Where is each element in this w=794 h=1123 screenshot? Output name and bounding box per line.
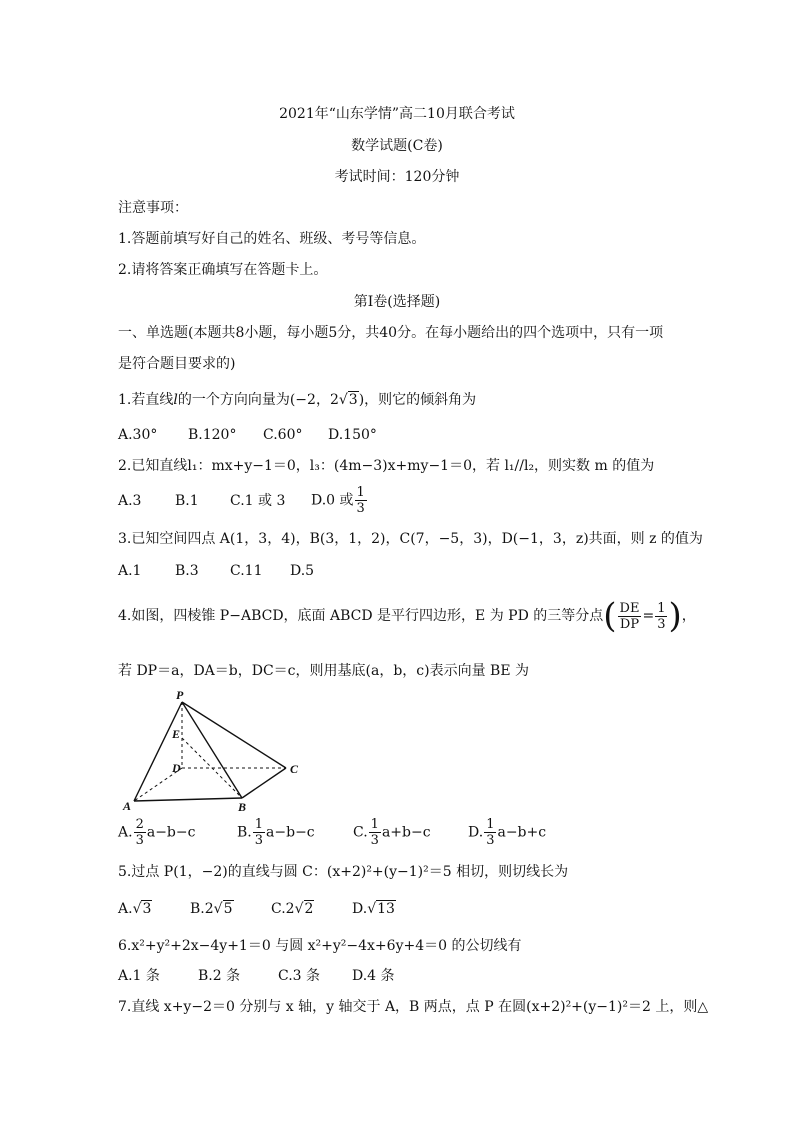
option-root: 3 <box>142 901 152 917</box>
option-fraction <box>253 817 265 848</box>
question-3: 3.已知空间四点 A(1，3，4)，B(3，1，2)，C(7，−5，3)，D(−1，3，z)共面，则 z 的值为 <box>118 531 703 547</box>
q1-option-d: D.150° <box>328 427 377 443</box>
note-2: 2.请将答案正确填写在答题卡上。 <box>118 262 328 278</box>
q2-option-d-fraction <box>355 485 367 516</box>
q4-tail: ， <box>681 608 696 624</box>
edge-pc <box>182 702 286 768</box>
label-c: C <box>290 762 299 776</box>
option-label: A. <box>118 901 133 917</box>
q3-option-d: D.5 <box>290 563 315 579</box>
option-root: 5 <box>223 901 233 917</box>
edge-ab <box>134 798 242 801</box>
fraction-denominator: 3 <box>135 833 144 848</box>
label-a: A <box>123 799 132 813</box>
q5-option-d: D.√13 <box>352 901 395 917</box>
q4-option-a <box>118 817 195 848</box>
option-coefficient: 2 <box>285 901 295 917</box>
option-expression: a−b−c <box>266 824 315 841</box>
q1-option-c: C.60° <box>263 427 303 443</box>
option-root: 13 <box>377 901 395 917</box>
option-root: 2 <box>304 901 314 917</box>
option-label: D. <box>468 824 484 841</box>
q4-fraction-one-third <box>655 601 667 632</box>
q5-option-a: A.√3 <box>118 901 152 917</box>
q1-option-b: B.120° <box>188 427 237 443</box>
q1-text-b: 的一个方向向量为(−2，2 <box>177 392 339 408</box>
option-label: D. <box>352 901 368 917</box>
q2-option-c: C.1 或 3 <box>230 493 286 509</box>
option-label: C. <box>353 824 368 841</box>
fraction-denominator: 3 <box>356 501 365 516</box>
label-b: B <box>238 800 247 813</box>
q4-line-2: 若 DP＝a，DA＝b，DC＝c，则用基底(a，b，c)表示向量 BE 为 <box>118 663 529 679</box>
q6-option-b: B.2 条 <box>198 968 241 984</box>
option-coefficient: 2 <box>204 901 214 917</box>
pyramid-figure <box>120 688 310 813</box>
fraction-denominator: 3 <box>254 833 264 848</box>
left-paren: ( <box>603 596 617 636</box>
q5-option-b: B.2√5 <box>190 901 233 917</box>
q6-option-c: C.3 条 <box>278 968 321 984</box>
option-label: A. <box>118 824 133 841</box>
fraction-denominator: DP <box>619 616 640 632</box>
q6-option-a: A.1 条 <box>118 968 160 984</box>
section-instructions-2: 是符合题目要求的) <box>118 356 236 372</box>
option-fraction <box>484 817 496 848</box>
q4-text: 4.如图，四棱锥 P−ABCD，底面 ABCD 是平行四边形，E 为 PD 的三等分点 <box>118 608 604 624</box>
fraction-numerator: 1 <box>370 817 379 832</box>
right-paren: ) <box>668 596 682 636</box>
notes-heading: 注意事项： <box>118 200 188 216</box>
fraction-denominator: 3 <box>370 833 379 848</box>
q1-text-a: 1.若直线 <box>118 392 174 408</box>
question-5: 5.过点 P(1，−2)的直线与圆 C：(x+2)²+(y−1)²＝5 相切，则切线长为 <box>118 864 569 880</box>
fraction-numerator: 2 <box>135 817 144 832</box>
q2-option-b: B.1 <box>175 493 199 509</box>
q1-sqrt: √3 <box>338 392 358 408</box>
q2-option-d <box>311 485 368 516</box>
option-label: C. <box>271 901 286 917</box>
option-fraction <box>369 817 381 848</box>
fraction-numerator: DE <box>619 600 640 616</box>
option-fraction <box>134 817 146 848</box>
option-expression: a+b−c <box>381 824 431 841</box>
label-e: E <box>172 727 181 741</box>
note-1: 1.答题前填写好自己的姓名、班级、考号等信息。 <box>118 231 426 247</box>
q4-equals: = <box>642 608 655 624</box>
q3-option-c: C.11 <box>230 563 263 579</box>
fraction-numerator: 1 <box>356 485 365 500</box>
q4-option-d <box>468 817 546 848</box>
fraction-denominator: 3 <box>486 833 495 848</box>
option-expression: a−b−c <box>146 824 196 841</box>
q1-text-c: )，则它的倾斜角为 <box>358 392 477 408</box>
question-4 <box>118 596 696 636</box>
q4-option-b <box>237 817 315 848</box>
edge-bc <box>242 768 286 798</box>
q4-option-c <box>353 817 431 848</box>
fraction-numerator: 1 <box>486 817 495 832</box>
edge-pb <box>182 702 242 798</box>
fraction-numerator: 1 <box>254 817 264 832</box>
exam-time: 考试时间：120分钟 <box>334 169 460 185</box>
q1-option-a: A.30° <box>118 427 158 443</box>
part1-heading: 第Ⅰ卷(选择题) <box>353 294 441 310</box>
question-2: 2.已知直线l₁：mx+y−1＝0，l₃：(4m−3)x+my−1＝0，若 l₁//l₂，则实数 m 的值为 <box>118 458 655 474</box>
question-6: 6.x²+y²+2x−4y+1＝0 与圆 x²+y²−4x+6y+4＝0 的公切线有 <box>118 938 522 954</box>
option-expression: a−b+c <box>497 824 547 841</box>
section-instructions-1: 一、单选题(本题共8小题，每小题5分，共40分。在每小题给出的四个选项中，只有一项 <box>118 325 664 341</box>
q2-option-a: A.3 <box>118 493 142 509</box>
q5-option-c: C.2√2 <box>271 901 314 917</box>
question-7: 7.直线 x+y−2＝0 分别与 x 轴，y 轴交于 A，B 两点，点 P 在圆(x+2)²+(y−1)²＝2 上，则△ <box>118 999 709 1015</box>
q1-root: 3 <box>348 392 358 408</box>
option-label: B. <box>237 824 252 841</box>
fraction-denominator: 3 <box>657 616 666 632</box>
fraction-numerator: 1 <box>657 600 666 616</box>
q3-option-a: A.1 <box>118 563 142 579</box>
q4-fraction-de-dp <box>618 601 642 632</box>
option-label: B. <box>190 901 205 917</box>
edge-pa <box>134 702 182 801</box>
q2-option-d-label: D.0 或 <box>311 492 354 509</box>
exam-subtitle: 数学试题(C卷) <box>351 138 443 154</box>
label-d: D <box>172 761 181 775</box>
q3-option-b: B.3 <box>175 563 199 579</box>
exam-title: 2021年“山东学情”高二10月联合考试 <box>279 106 515 122</box>
label-p: P <box>176 688 184 702</box>
question-1 <box>118 391 476 409</box>
q6-option-d: D.4 条 <box>352 968 395 984</box>
q1-line-l: l <box>173 392 178 408</box>
